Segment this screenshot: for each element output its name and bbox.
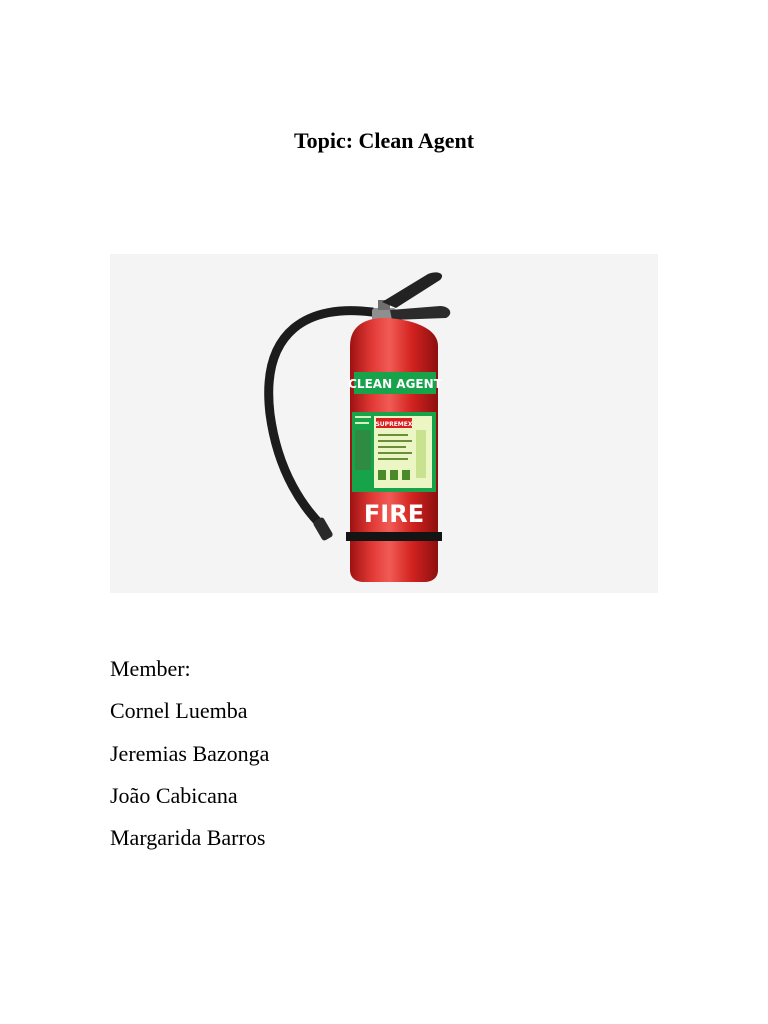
member-name: Margarida Barros [110,825,266,851]
member-name: João Cabicana [110,782,238,808]
fire-extinguisher-icon [110,254,658,593]
member-name: Jeremias Bazonga [110,740,270,766]
clean-agent-band-text: CLEAN AGENT [348,377,442,391]
member-name: Cornel Luemba [110,698,248,724]
document-title: Topic: Clean Agent [293,128,475,153]
handle-top [382,272,442,308]
fire-extinguisher-image [110,254,658,593]
handle-bottom [390,306,450,320]
fire-label-text: FIRE [363,500,425,528]
member-heading: Member: [110,656,191,681]
brand-label-text: SUPREMEX [375,421,413,428]
member-list [110,648,670,859]
cylinder-strap [346,532,442,541]
